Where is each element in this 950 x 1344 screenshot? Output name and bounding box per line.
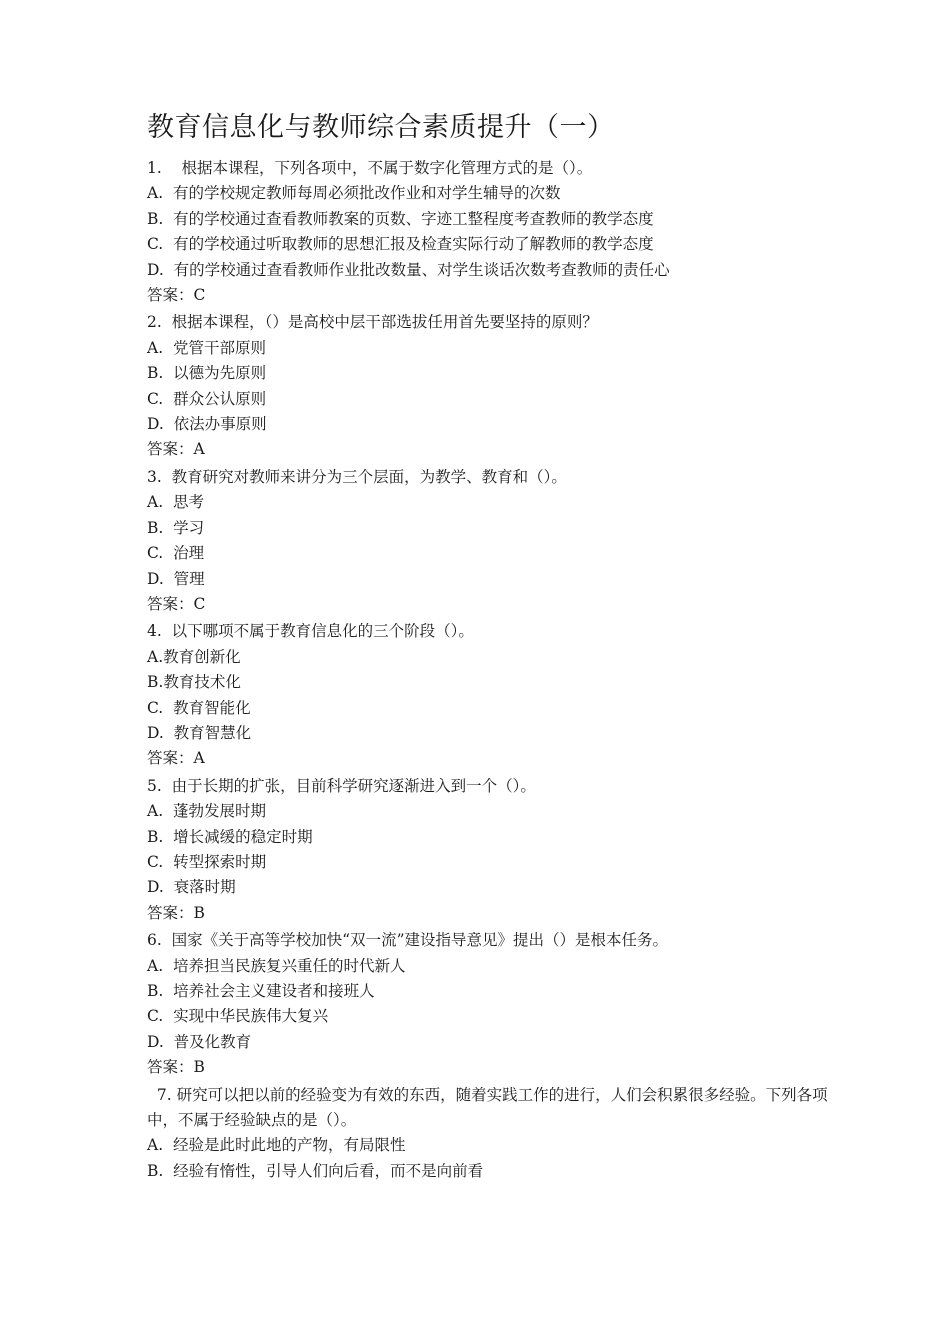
answer: 答案：A — [147, 749, 205, 768]
option-c: C. 有的学校通过听取教师的思想汇报及检查实际行动了解教师的教学态度 — [147, 235, 654, 254]
answer: 答案：C — [147, 286, 206, 305]
option-d: D. 依法办事原则 — [147, 415, 267, 434]
option-a: A.教育创新化 — [147, 647, 241, 666]
option-a: A. 思考 — [147, 493, 204, 512]
document-page — [147, 108, 837, 1184]
option-b: B. 有的学校通过查看教师教案的页数、字迹工整程度考查教师的教学态度 — [147, 209, 654, 228]
option-c: C. 群众公认原则 — [147, 389, 267, 408]
question-stem: 2. 根据本课程，（）是高校中层干部选拔任用首先要坚持的原则？ — [147, 313, 598, 332]
answer: 答案：C — [147, 594, 206, 613]
answer: 答案：B — [147, 903, 205, 922]
option-a: A. 培养担当民族复兴重任的时代新人 — [147, 956, 406, 975]
question-1 — [147, 156, 837, 308]
question-4 — [147, 619, 837, 771]
option-a: A. 经验是此时此地的产物，有局限性 — [147, 1136, 406, 1155]
option-b: B. 以德为先原则 — [147, 364, 267, 383]
option-b: B. 学习 — [147, 518, 205, 537]
question-7 — [147, 1083, 837, 1185]
option-b: B. 增长减缓的稳定时期 — [147, 827, 313, 846]
question-stem: 4. 以下哪项不属于教育信息化的三个阶段（）。 — [147, 622, 474, 641]
option-b: B. 经验有惰性，引导人们向后看，而不是向前看 — [147, 1161, 484, 1180]
option-d: D. 教育智慧化 — [147, 723, 252, 742]
question-5 — [147, 774, 837, 926]
option-a: A. 蓬勃发展时期 — [147, 802, 266, 821]
document-title: 教育信息化与教师综合素质提升（一） — [147, 112, 615, 143]
option-a: A. 有的学校规定教师每周必须批改作业和对学生辅导的次数 — [147, 184, 561, 203]
option-a: A. 党管干部原则 — [147, 338, 266, 357]
answer: 答案：B — [147, 1058, 205, 1077]
question-stem: 3. 教育研究对教师来讲分为三个层面，为教学、教育和（）。 — [147, 467, 567, 486]
option-c: C. 实现中华民族伟大复兴 — [147, 1007, 329, 1026]
answer: 答案：A — [147, 440, 205, 459]
option-d: D. 管理 — [147, 569, 205, 588]
option-d: D. 衰落时期 — [147, 878, 236, 897]
option-b: B. 培养社会主义建设者和接班人 — [147, 982, 375, 1000]
option-b: B.教育技术化 — [147, 673, 241, 692]
option-c: C. 转型探索时期 — [147, 852, 267, 871]
option-d: D. 有的学校通过查看教师作业批改数量、对学生谈话次数考查教师的责任心 — [147, 260, 670, 279]
question-2 — [147, 310, 837, 462]
option-c: C. 治理 — [147, 544, 205, 563]
question-stem: 5. 由于长期的扩张，目前科学研究逐渐进入到一个（）。 — [147, 776, 536, 795]
question-3 — [147, 465, 837, 617]
option-c: C. 教育智能化 — [147, 698, 251, 717]
question-stem: 6. 国家《关于高等学校加快“双一流”建设指导意见》提出（）是根本任务。 — [147, 931, 668, 950]
question-stem: 7. 研究可以把以前的经验变为有效的东西，随着实践工作的进行，人们会积累很多经验。下列各项中，不属于经验缺点的是（）。 — [147, 1085, 828, 1130]
question-6 — [147, 928, 837, 1080]
question-stem: 1. 根据本课程，下列各项中，不属于数字化管理方式的是（）。 — [147, 159, 593, 177]
option-d: D. 普及化教育 — [147, 1032, 252, 1051]
